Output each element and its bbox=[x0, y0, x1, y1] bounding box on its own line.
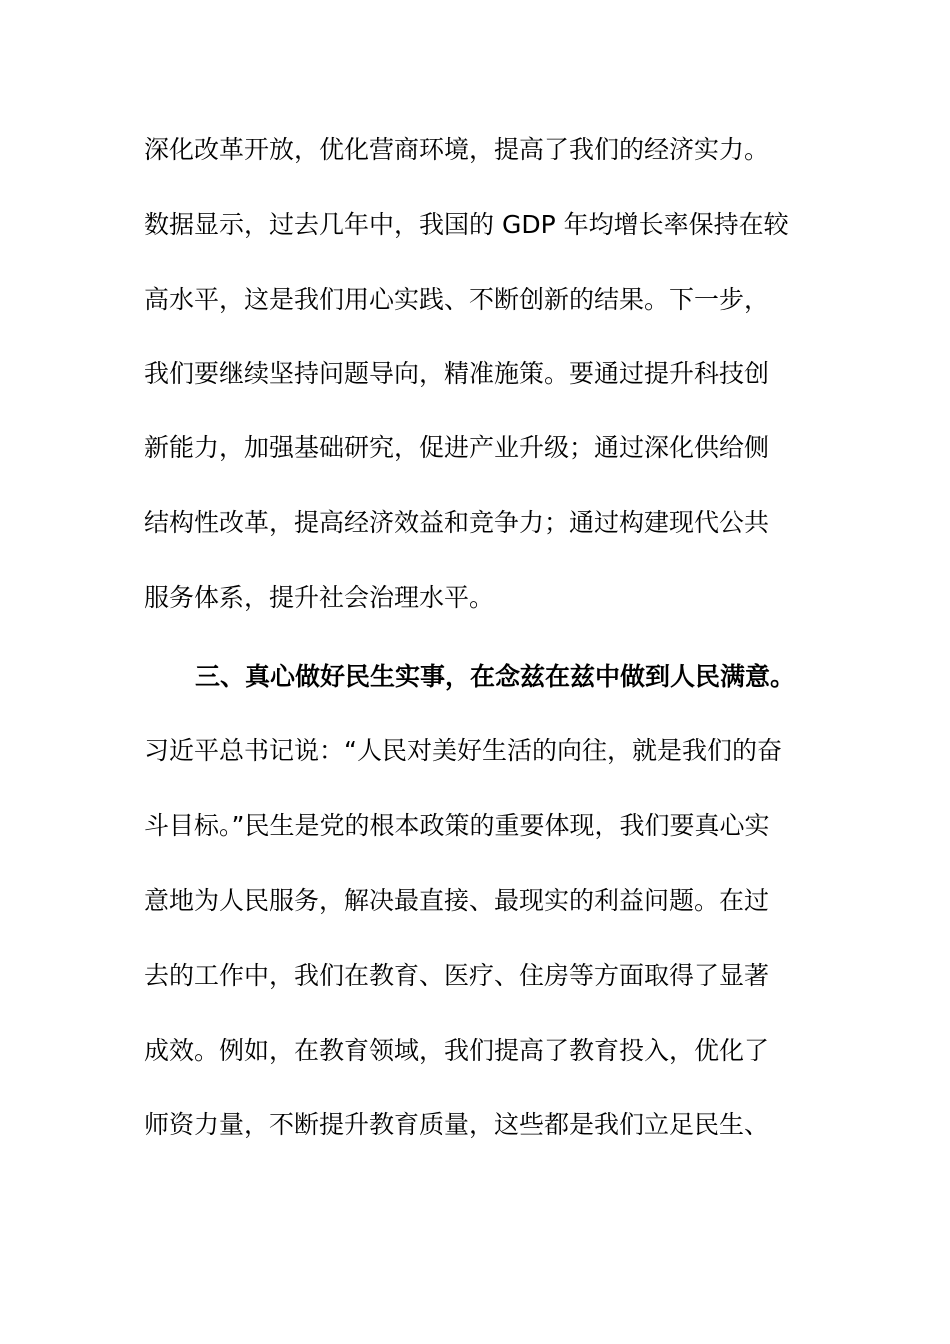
body-text-line: 习近平总书记说：“人民对美好生活的向往，就是我们的奋 bbox=[144, 736, 782, 765]
body-text-line: 成效。例如，在教育领域，我们提高了教育投入，优化了 bbox=[144, 1036, 770, 1065]
body-text-line: 意地为人民服务，解决最直接、最现实的利益问题。在过 bbox=[144, 886, 770, 915]
body-text-line: 服务体系，提升社会治理水平。 bbox=[144, 583, 495, 612]
section-heading: 三、真心做好民生实事，在念兹在兹中做到人民满意。 bbox=[195, 662, 796, 691]
body-text-line: 结构性改革，提高经济效益和竞争力；通过构建现代公共 bbox=[144, 508, 770, 537]
body-text-line: 斗目标。”民生是党的根本政策的重要体现，我们要真心实 bbox=[144, 811, 770, 840]
body-text-line: 去的工作中，我们在教育、医疗、住房等方面取得了显著 bbox=[144, 961, 770, 990]
body-text-line: 师资力量，不断提升教育质量，这些都是我们立足民生、 bbox=[144, 1110, 770, 1139]
body-text-line: 高水平，这是我们用心实践、不断创新的结果。下一步， bbox=[144, 285, 770, 314]
body-text-line: 新能力，加强基础研究，促进产业升级；通过深化供给侧 bbox=[144, 433, 770, 462]
body-text-line: 我们要继续坚持问题导向，精准施策。要通过提升科技创 bbox=[144, 359, 770, 388]
body-text-line: 数据显示，过去几年中，我国的 GDP 年均增长率保持在较 bbox=[144, 210, 789, 239]
body-text-line: 深化改革开放，优化营商环境，提高了我们的经济实力。 bbox=[144, 135, 770, 164]
